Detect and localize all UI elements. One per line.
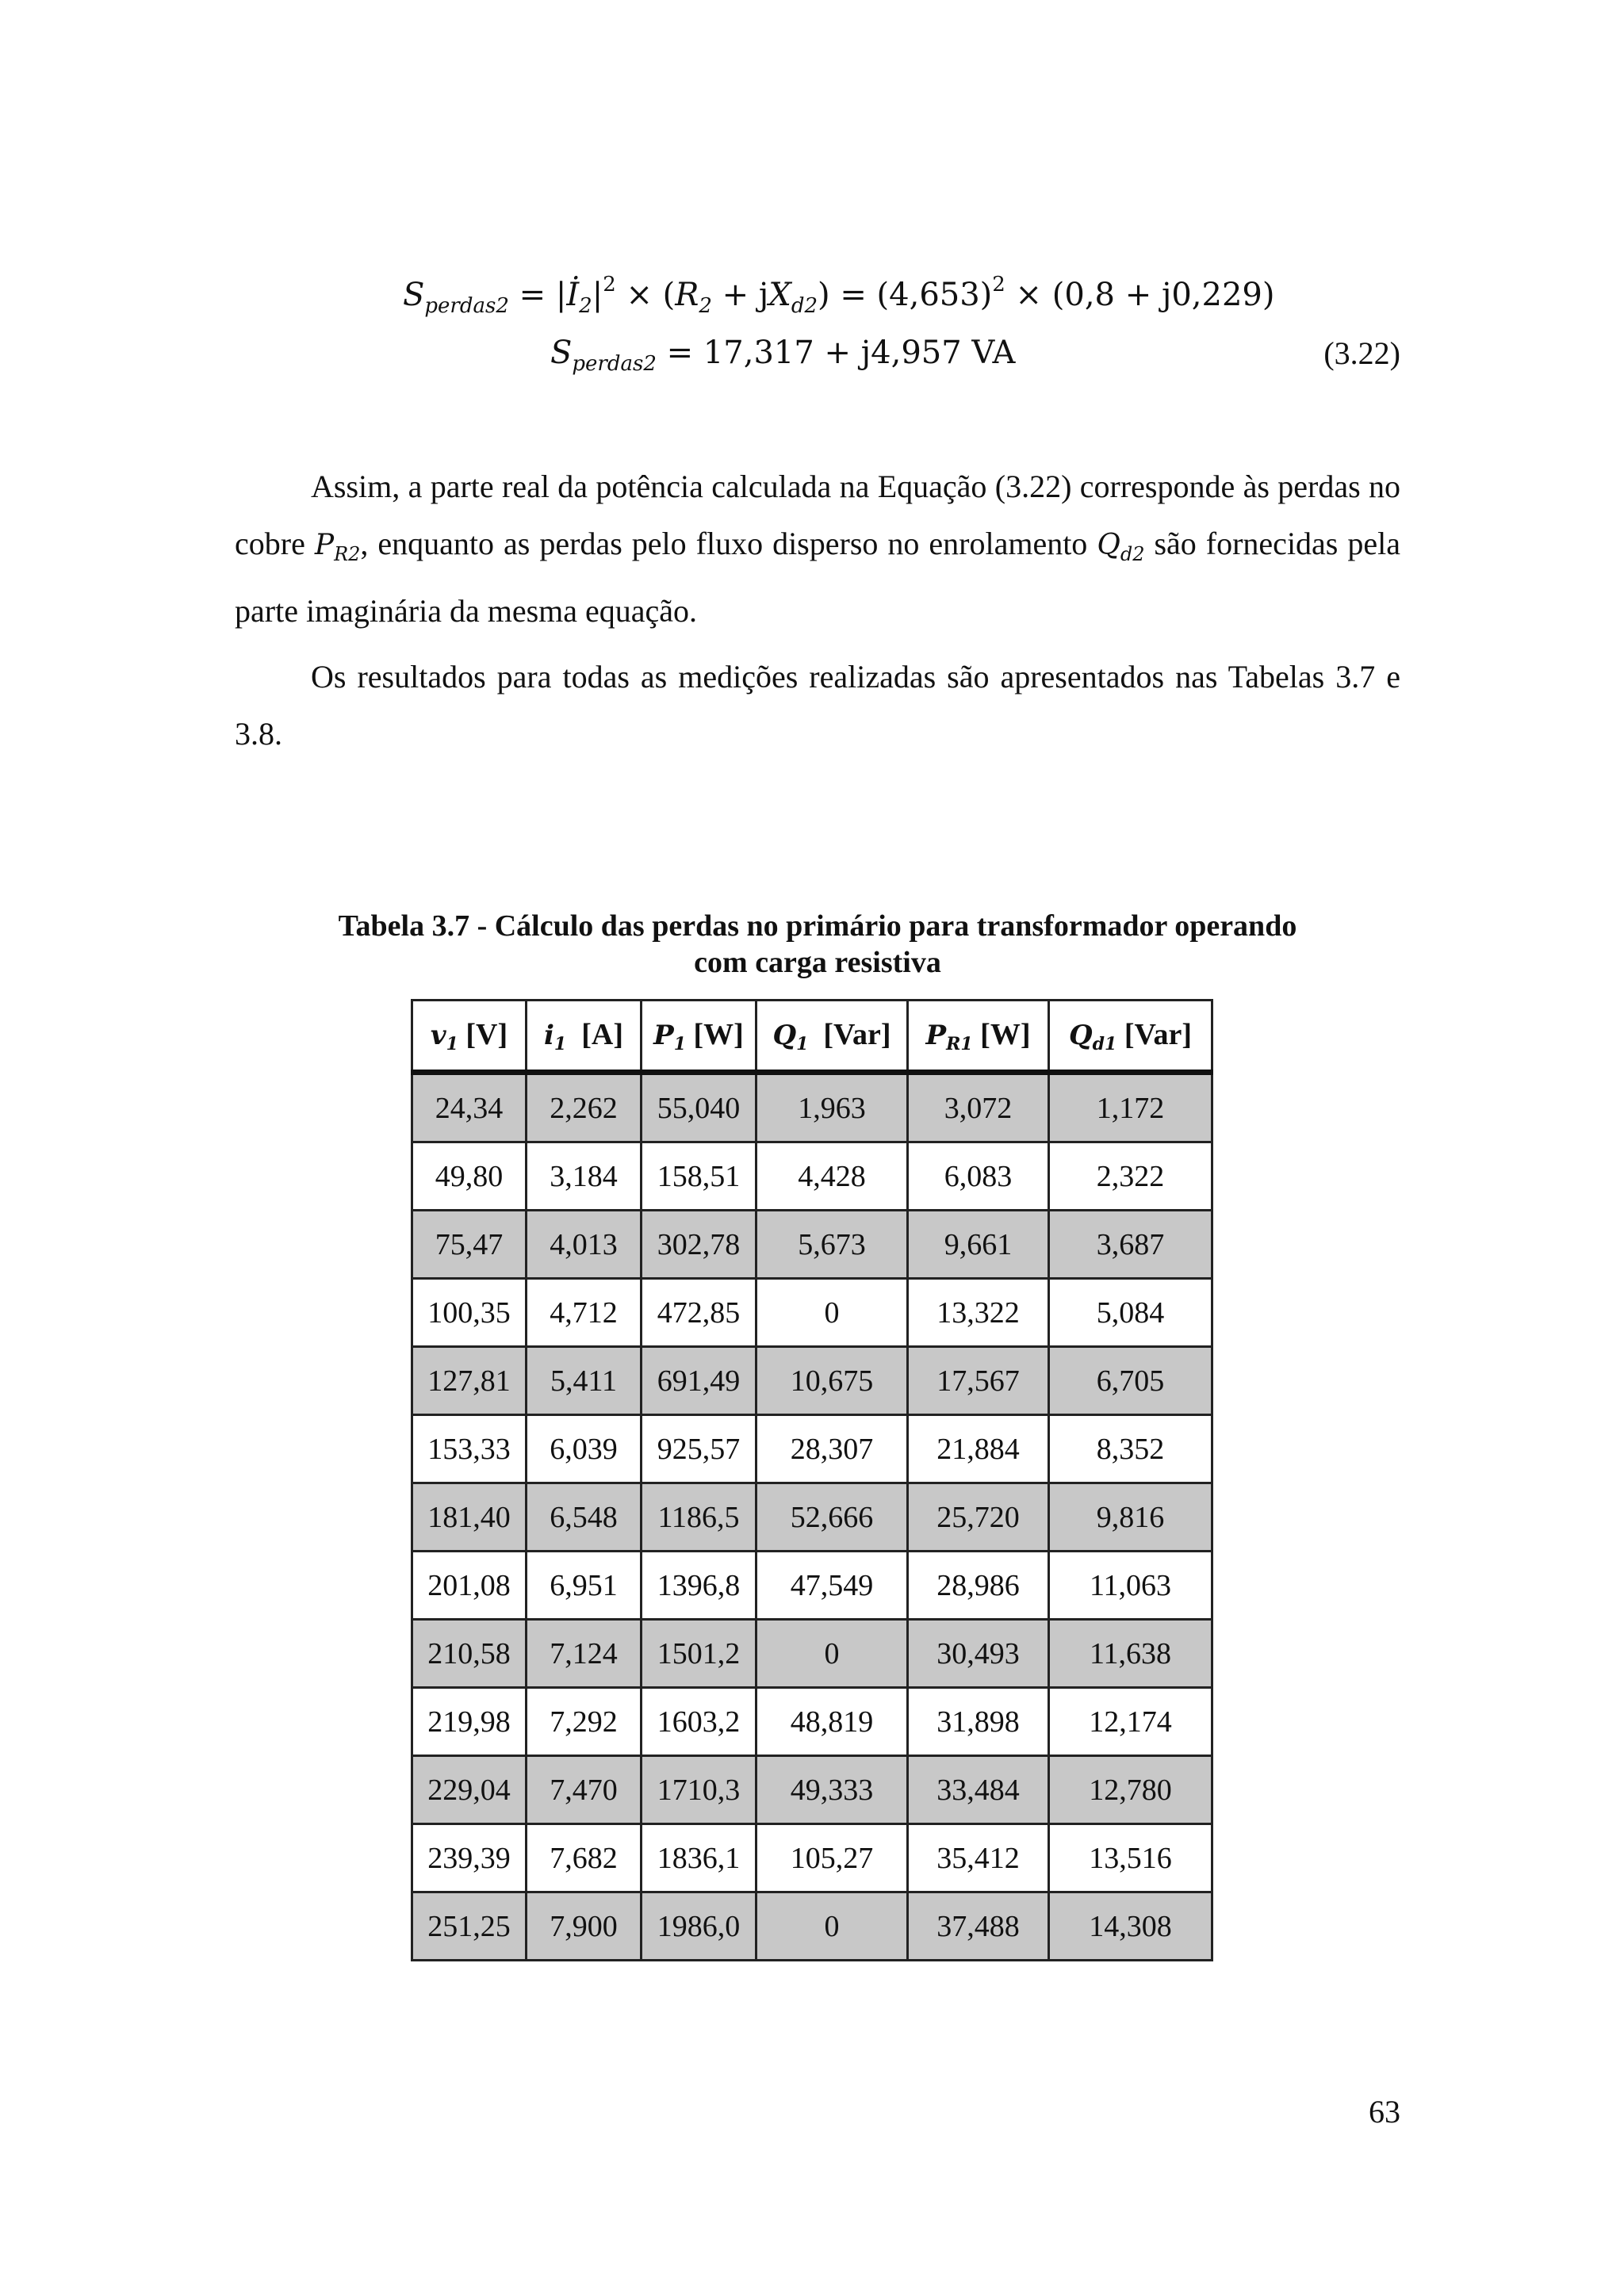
table-cell: 24,34: [412, 1073, 527, 1142]
table-cell: 158,51: [642, 1142, 756, 1211]
table-cell: 7,900: [527, 1892, 642, 1961]
table-cell: 181,40: [412, 1483, 527, 1552]
table-row: [412, 1415, 1212, 1483]
table-cell: 35,412: [908, 1824, 1049, 1892]
table-cell: 4,428: [756, 1142, 908, 1211]
table-cell: 1,172: [1049, 1073, 1212, 1142]
table-cell: 251,25: [412, 1892, 527, 1961]
table-body: [412, 1073, 1212, 1961]
table-cell: 2,322: [1049, 1142, 1212, 1211]
table-row: [412, 1279, 1212, 1347]
table-cell: 219,98: [412, 1688, 527, 1756]
table-cell: 4,712: [527, 1279, 642, 1347]
table-cell: 49,333: [756, 1756, 908, 1824]
table-cell: 7,124: [527, 1620, 642, 1688]
table-cell: 49,80: [412, 1142, 527, 1211]
table-cell: 47,549: [756, 1552, 908, 1620]
table-cell: 127,81: [412, 1347, 527, 1415]
table-cell: 5,411: [527, 1347, 642, 1415]
equation-number: (3.22): [1323, 335, 1400, 371]
table-cell: 3,687: [1049, 1211, 1212, 1279]
table-row: [412, 1552, 1212, 1620]
table-cell: 48,819: [756, 1688, 908, 1756]
table-cell: 9,661: [908, 1211, 1049, 1279]
table-cell: 6,548: [527, 1483, 642, 1552]
table-cell: 6,951: [527, 1552, 642, 1620]
table-cell: 9,816: [1049, 1483, 1212, 1552]
table-cell: 229,04: [412, 1756, 527, 1824]
table-cell: 210,58: [412, 1620, 527, 1688]
table-cell: 17,567: [908, 1347, 1049, 1415]
equation-line-2: $S_{perdas2} = 17,317 + j4,957$ VA: [550, 335, 1016, 376]
table-cell: 37,488: [908, 1892, 1049, 1961]
table-row: [412, 1483, 1212, 1552]
paragraph-2: Os resultados para todas as medições realizadas são apresentados nas Tabelas 3.7 e 3.8.: [235, 659, 1400, 752]
table-cell: 7,682: [527, 1824, 642, 1892]
table-row: [412, 1892, 1212, 1961]
table-cell: 0: [756, 1620, 908, 1688]
column-header: $Q_1$ [Var]: [756, 1001, 908, 1073]
table-cell: 5,673: [756, 1211, 908, 1279]
table-row: [412, 1824, 1212, 1892]
column-header: $Q_{d1}$ [Var]: [1049, 1001, 1212, 1073]
table-caption: [235, 908, 1400, 981]
table-cell: 12,780: [1049, 1756, 1212, 1824]
table-row: [412, 1211, 1212, 1279]
table-cell: 0: [756, 1892, 908, 1961]
table-cell: 925,57: [642, 1415, 756, 1483]
table-row: [412, 1688, 1212, 1756]
table-cell: 55,040: [642, 1073, 756, 1142]
table-cell: 5,084: [1049, 1279, 1212, 1347]
table-cell: 7,470: [527, 1756, 642, 1824]
column-header: $P_1$ [W]: [642, 1001, 756, 1073]
table-cell: 13,322: [908, 1279, 1049, 1347]
table-cell: 6,705: [1049, 1347, 1212, 1415]
table-cell: 2,262: [527, 1073, 642, 1142]
table-cell: 30,493: [908, 1620, 1049, 1688]
table-cell: 28,307: [756, 1415, 908, 1483]
column-header: $P_{R1}$ [W]: [908, 1001, 1049, 1073]
table-cell: 13,516: [1049, 1824, 1212, 1892]
table-cell: 0: [756, 1279, 908, 1347]
table-cell: 1836,1: [642, 1824, 756, 1892]
table-row: [412, 1620, 1212, 1688]
table-cell: 1603,2: [642, 1688, 756, 1756]
table-cell: 7,292: [527, 1688, 642, 1756]
table-cell: 1710,3: [642, 1756, 756, 1824]
table-row: [412, 1756, 1212, 1824]
table-cell: 6,039: [527, 1415, 642, 1483]
table-cell: 8,352: [1049, 1415, 1212, 1483]
table-row: [412, 1073, 1212, 1142]
table-cell: 52,666: [756, 1483, 908, 1552]
table-cell: 472,85: [642, 1279, 756, 1347]
table-cell: 11,063: [1049, 1552, 1212, 1620]
table-row: [412, 1142, 1212, 1211]
data-table: [411, 999, 1213, 1961]
table-cell: 1396,8: [642, 1552, 756, 1620]
table-cell: 21,884: [908, 1415, 1049, 1483]
table-cell: 239,39: [412, 1824, 527, 1892]
table-cell: 3,184: [527, 1142, 642, 1211]
table-cell: 1186,5: [642, 1483, 756, 1552]
table-cell: 105,27: [756, 1824, 908, 1892]
table-cell: 25,720: [908, 1483, 1049, 1552]
table-row: [412, 1347, 1212, 1415]
table-cell: 33,484: [908, 1756, 1049, 1824]
table-cell: 1,963: [756, 1073, 908, 1142]
table-cell: 6,083: [908, 1142, 1049, 1211]
page-number: 63: [1369, 2094, 1400, 2130]
table-cell: 100,35: [412, 1279, 527, 1347]
table-cell: 11,638: [1049, 1620, 1212, 1688]
paragraph-1: Assim, a parte real da potência calculada na Equação (3.22) corresponde às perdas no cobre $P_{R2}$, enquanto as perdas pelo fluxo disperso no enrolamento $Q_{d2}$ são fornecidas pela parte imaginária da mesma equação.: [235, 469, 1400, 629]
table-caption-line-1: Tabela 3.7 - Cálculo das perdas no primário para transformador operando: [338, 909, 1297, 943]
table-cell: 201,08: [412, 1552, 527, 1620]
table-cell: 75,47: [412, 1211, 527, 1279]
table-cell: 1501,2: [642, 1620, 756, 1688]
table-cell: 31,898: [908, 1688, 1049, 1756]
table-caption-line-2: com carga resistiva: [694, 946, 941, 979]
table-cell: 3,072: [908, 1073, 1049, 1142]
table-cell: 14,308: [1049, 1892, 1212, 1961]
table-header-row: [412, 1001, 1212, 1073]
table-cell: 691,49: [642, 1347, 756, 1415]
table-cell: 302,78: [642, 1211, 756, 1279]
table-cell: 4,013: [527, 1211, 642, 1279]
table-cell: 10,675: [756, 1347, 908, 1415]
table-cell: 12,174: [1049, 1688, 1212, 1756]
table-cell: 28,986: [908, 1552, 1049, 1620]
table-cell: 1986,0: [642, 1892, 756, 1961]
column-header: $i_1$ [A]: [527, 1001, 642, 1073]
table-cell: 153,33: [412, 1415, 527, 1483]
column-header: $v_1$ [V]: [412, 1001, 527, 1073]
equation-line-1: $S_{perdas2}$ = $|İ_2|^2 \times (R_2 + jX_{d2}) = (4,653)^2 \times (0,8 + j0,229)$: [403, 273, 1275, 318]
